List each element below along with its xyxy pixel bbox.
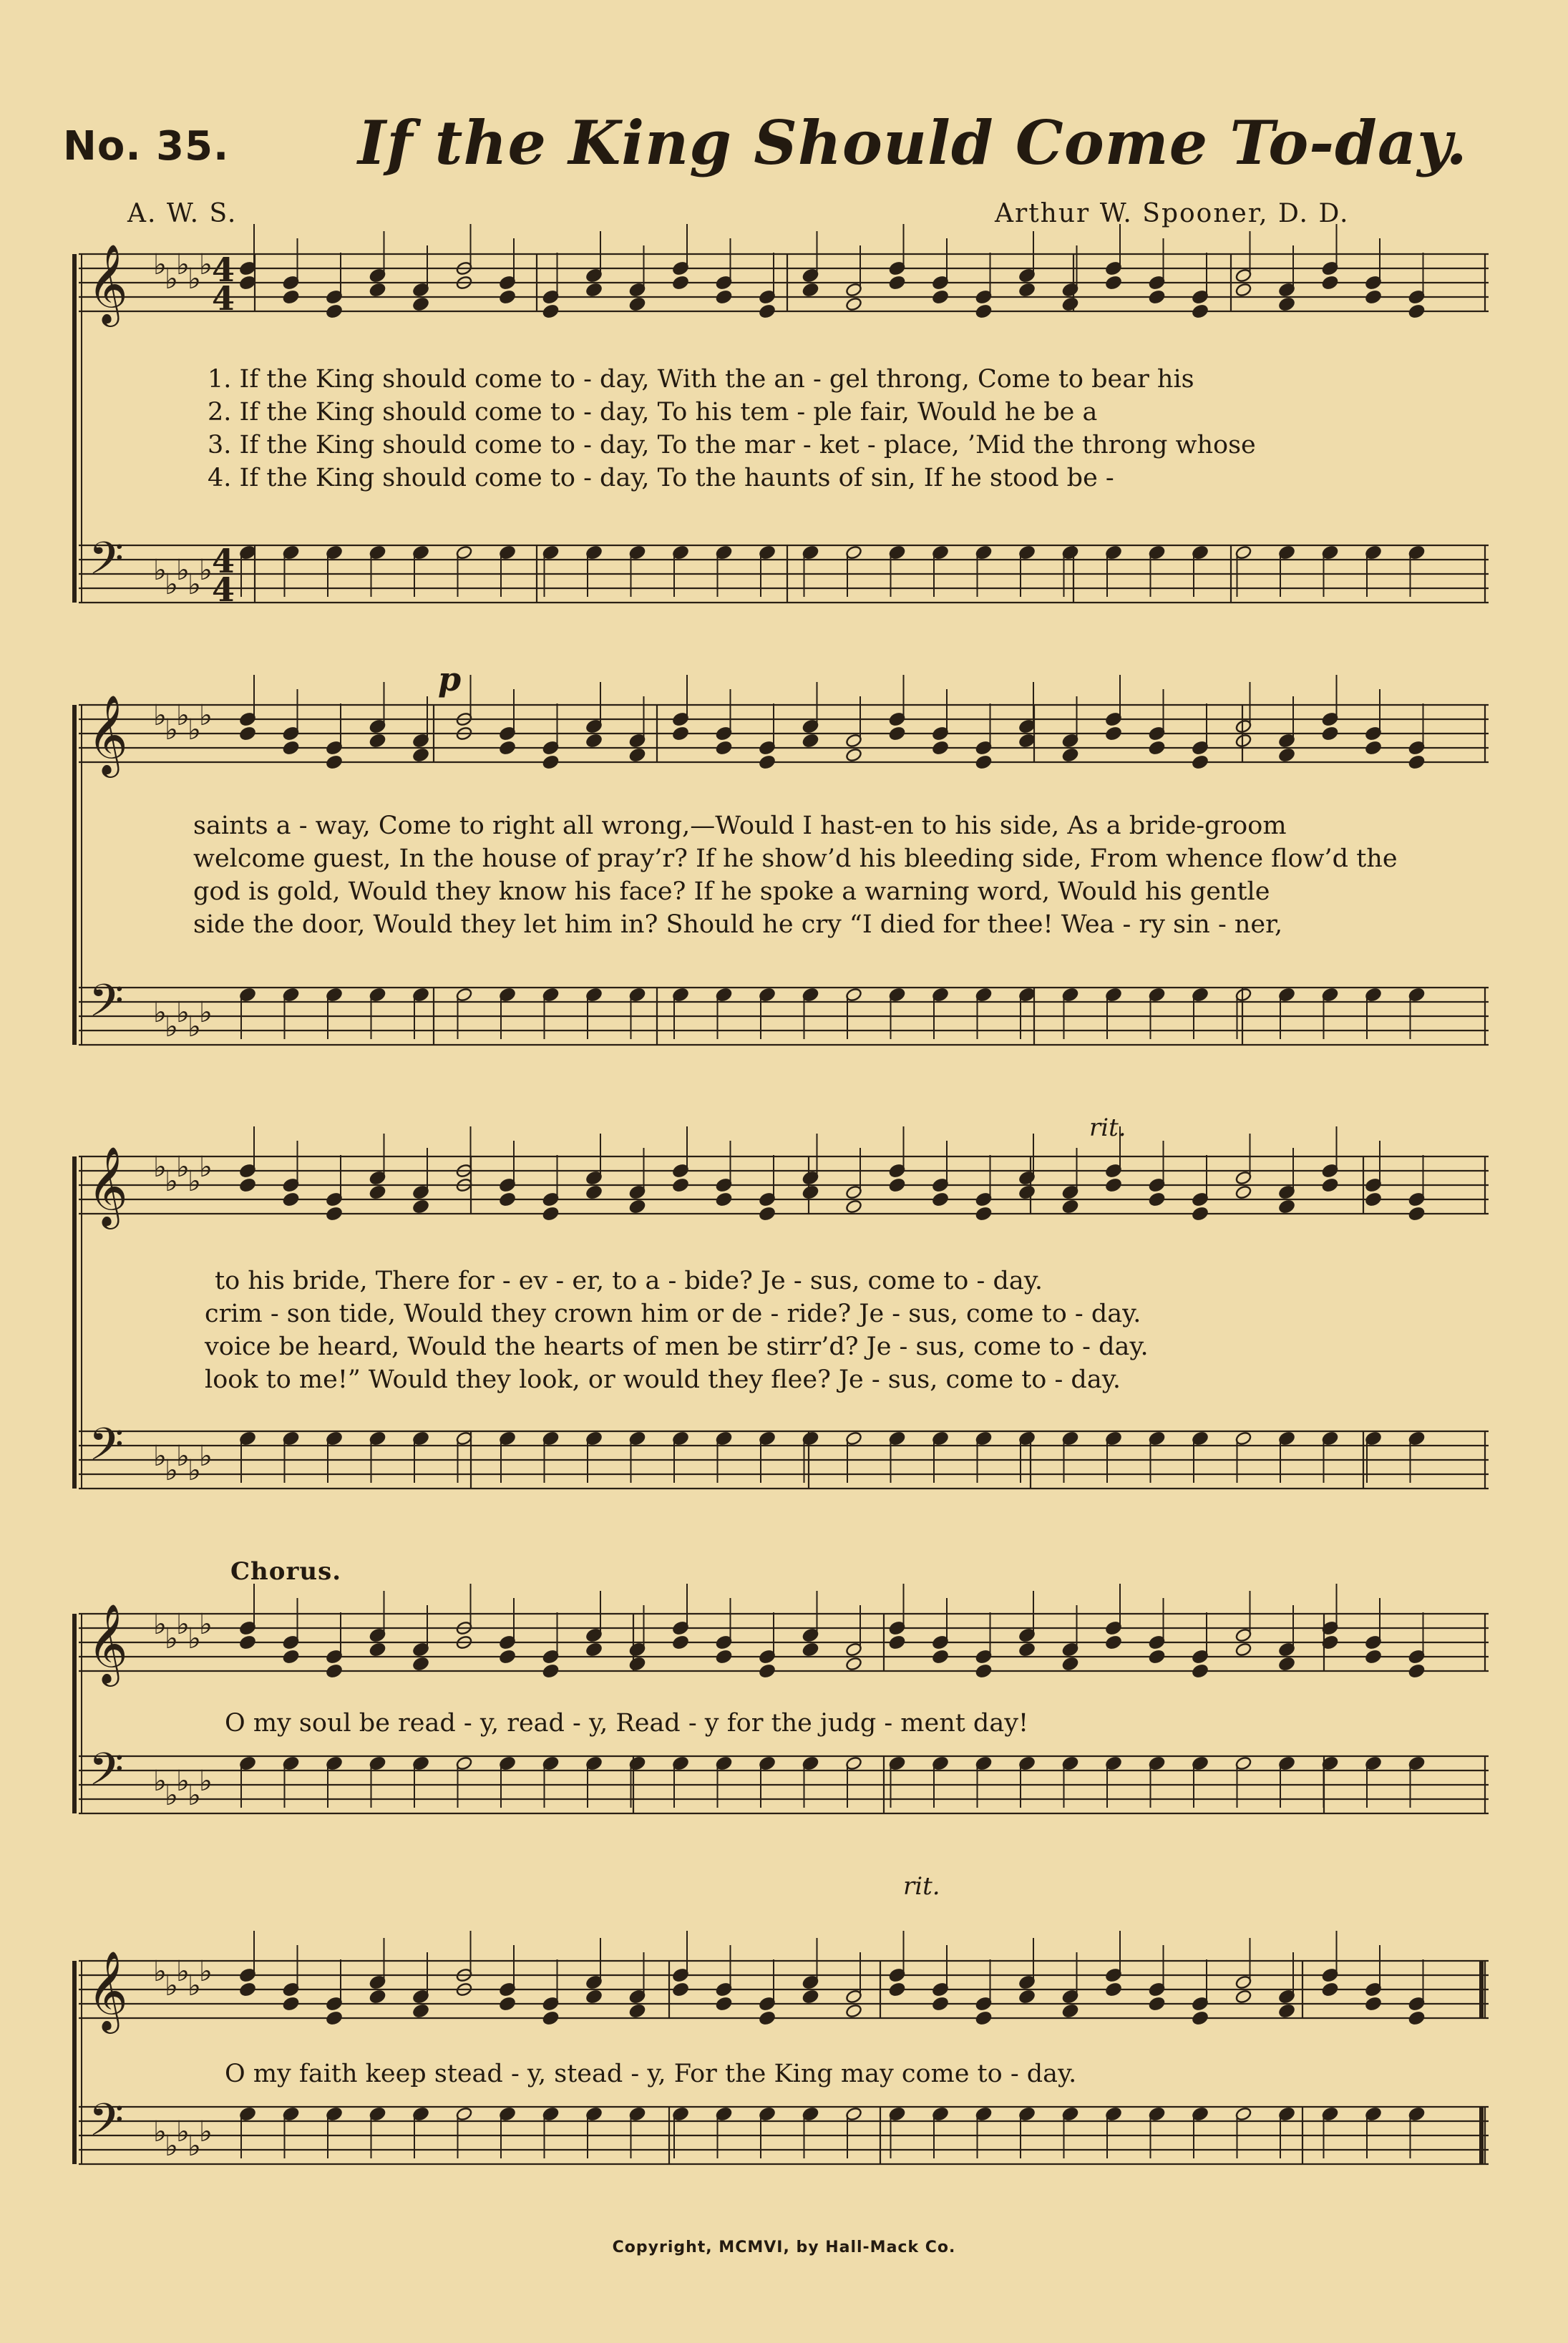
note-head (845, 296, 862, 311)
lyric-line: look to me!” Would they look, or would they flee? Je - sus, come to - day. (205, 1365, 1121, 1394)
note-head (845, 1656, 862, 1671)
note-head (585, 1642, 603, 1657)
flat-icon: ♭ (176, 1151, 190, 1184)
flat-icon: ♭ (153, 699, 167, 732)
lyric-line: 3. If the King should come to - day, To the mar - ket - place, ’Mid the throng whose (208, 431, 1256, 459)
flat-icon: ♭ (165, 2130, 178, 2163)
note-head (759, 1206, 776, 1221)
flat-icon: ♭ (188, 1779, 201, 1812)
lyric-line: O my faith keep stead - y, stead - y, For the King may come to - day. (225, 2060, 1077, 2088)
note-head (628, 1656, 646, 1671)
note-head (412, 1656, 429, 1671)
note-head (369, 1642, 386, 1657)
note-head (845, 747, 862, 762)
note-head (1018, 1184, 1036, 1199)
note-head (1018, 282, 1036, 297)
lyric-line: crim - son tide, Would they crown him or de - ride? Je - sus, come to - day. (205, 1300, 1141, 1328)
copyright-notice: Copyright, MCMVI, by Hall-Mack Co. (612, 2239, 956, 2256)
note-head (1278, 2003, 1295, 2018)
note-head (672, 1982, 689, 1997)
note-head (888, 275, 905, 290)
note-head (628, 747, 646, 762)
note-head (499, 1649, 516, 1664)
note-head (1408, 1663, 1425, 1678)
note-head (975, 2010, 992, 2025)
note-head (499, 740, 516, 755)
note-head (888, 726, 905, 741)
note-head (1192, 1663, 1209, 1678)
bass-clef-icon: 𝄢 (89, 1418, 124, 1481)
flat-icon: ♭ (176, 554, 190, 587)
note-head (282, 289, 299, 304)
flat-icon: ♭ (176, 1440, 190, 1473)
treble-clef-icon: 𝄞 (87, 1950, 128, 2030)
flat-icon: ♭ (199, 554, 213, 587)
flat-icon: ♭ (165, 568, 178, 601)
note-head (239, 275, 256, 290)
lyric-line: 4. If the King should come to - day, To the haunts of sin, If he stood be - (208, 464, 1114, 492)
flat-icon: ♭ (165, 1010, 178, 1043)
flat-icon: ♭ (153, 248, 167, 281)
note-head (1235, 1642, 1252, 1657)
flat-icon: ♭ (176, 1608, 190, 1641)
chorus-label: Chorus. (230, 1557, 342, 1586)
note-head (975, 1663, 992, 1678)
note-head (1278, 296, 1295, 311)
note-head (542, 303, 559, 318)
note-head (239, 1982, 256, 1997)
note-head (932, 1192, 949, 1207)
lyric-line: voice be heard, Would the hearts of men be stirr’d? Je - sus, come to - day. (205, 1333, 1149, 1361)
note-head (1105, 275, 1122, 290)
note-head (932, 1649, 949, 1664)
lyric-line: god is gold, Would they know his face? If he spoke a warning word, Would his gentle (193, 877, 1270, 906)
note-head (715, 1649, 732, 1664)
flat-icon: ♭ (153, 1440, 167, 1473)
note-head (585, 733, 603, 748)
note-head (239, 1177, 256, 1192)
note-head (1148, 1996, 1165, 2011)
flat-icon: ♭ (188, 568, 201, 601)
note-head (369, 282, 386, 297)
flat-icon: ♭ (199, 1151, 213, 1184)
music-credit: Arthur W. Spooner, D. D. (995, 199, 1350, 228)
note-head (845, 2003, 862, 2018)
note-head (802, 1184, 819, 1199)
note-head (1061, 296, 1078, 311)
dynamic-marking: p (438, 660, 462, 698)
note-head (369, 1184, 386, 1199)
note-head (1365, 1996, 1382, 2011)
note-head (1278, 747, 1295, 762)
note-head (715, 289, 732, 304)
note-head (1061, 2003, 1078, 2018)
flat-icon: ♭ (176, 699, 190, 732)
lyric-line: welcome guest, In the house of pray’r? If he show’d his bleeding side, From whence flow’d the (193, 844, 1398, 873)
note-head (239, 1635, 256, 1650)
flat-icon: ♭ (188, 713, 201, 746)
flat-icon: ♭ (199, 1955, 213, 1988)
note-head (585, 1989, 603, 2004)
note-head (1105, 1177, 1122, 1192)
note-head (412, 1199, 429, 1214)
note-head (672, 726, 689, 741)
note-head (499, 289, 516, 304)
note-head (1365, 1649, 1382, 1664)
hymn-title: If the King Should Come To-day. (358, 107, 1468, 178)
time-signature: 4 (212, 279, 235, 318)
flat-icon: ♭ (199, 699, 213, 732)
note-head (282, 1996, 299, 2011)
note-head (1408, 1206, 1425, 1221)
flat-icon: ♭ (176, 2115, 190, 2148)
treble-clef-icon: 𝄞 (87, 1603, 128, 1683)
note-head (282, 740, 299, 755)
time-signature: 4 (212, 542, 235, 580)
note-head (1148, 740, 1165, 755)
note-head (1321, 1982, 1338, 1997)
flat-icon: ♭ (165, 1454, 178, 1487)
note-head (499, 1192, 516, 1207)
note-head (282, 1649, 299, 1664)
flat-icon: ♭ (165, 1165, 178, 1198)
note-head (1235, 282, 1252, 297)
note-head (975, 754, 992, 769)
note-head (1018, 1642, 1036, 1657)
note-head (1408, 2010, 1425, 2025)
flat-icon: ♭ (165, 713, 178, 746)
note-head (1235, 1989, 1252, 2004)
note-head (888, 1635, 905, 1650)
note-head (1408, 754, 1425, 769)
time-signature: 4 (212, 570, 235, 609)
time-signature: 4 (212, 250, 235, 289)
note-head (672, 275, 689, 290)
flat-icon: ♭ (176, 1765, 190, 1798)
note-head (802, 1989, 819, 2004)
treble-clef-icon: 𝄞 (87, 243, 128, 323)
note-head (628, 2003, 646, 2018)
note-head (542, 2010, 559, 2025)
note-head (888, 1982, 905, 1997)
note-head (369, 1989, 386, 2004)
note-head (1235, 733, 1252, 748)
note-head (585, 282, 603, 297)
note-head (326, 1663, 343, 1678)
note-head (888, 1177, 905, 1192)
note-head (759, 754, 776, 769)
note-head (1148, 289, 1165, 304)
bass-clef-icon: 𝄢 (89, 2093, 124, 2157)
flat-icon: ♭ (188, 1165, 201, 1198)
flat-icon: ♭ (199, 248, 213, 281)
note-head (672, 1177, 689, 1192)
bass-clef-icon: 𝄢 (89, 974, 124, 1038)
note-head (1365, 740, 1382, 755)
note-head (326, 303, 343, 318)
note-head (412, 2003, 429, 2018)
lyric-line: to his bride, There for - ev - er, to a - bide? Je - sus, come to - day. (215, 1267, 1043, 1295)
flat-icon: ♭ (188, 1454, 201, 1487)
hymn-number: No. 35. (63, 123, 230, 170)
note-head (1192, 1206, 1209, 1221)
note-head (1192, 754, 1209, 769)
note-head (585, 1184, 603, 1199)
note-head (1321, 275, 1338, 290)
note-head (326, 1206, 343, 1221)
bass-clef-icon: 𝄢 (89, 1743, 124, 1806)
note-head (759, 2010, 776, 2025)
note-head (1148, 1649, 1165, 1664)
note-head (1105, 1635, 1122, 1650)
flat-icon: ♭ (165, 1779, 178, 1812)
note-head (542, 1206, 559, 1221)
note-head (715, 1996, 732, 2011)
note-head (715, 740, 732, 755)
flat-icon: ♭ (188, 1622, 201, 1655)
note-head (1192, 303, 1209, 318)
flat-icon: ♭ (165, 1969, 178, 2002)
lyric-line: 1. If the King should come to - day, With the an - gel throng, Come to bear his (208, 365, 1194, 394)
note-head (1321, 1177, 1338, 1192)
note-head (672, 1635, 689, 1650)
note-head (1365, 289, 1382, 304)
flat-icon: ♭ (176, 996, 190, 1029)
flat-icon: ♭ (188, 1969, 201, 2002)
note-head (1321, 726, 1338, 741)
flat-icon: ♭ (153, 996, 167, 1029)
flat-icon: ♭ (199, 1440, 213, 1473)
flat-icon: ♭ (153, 1151, 167, 1184)
flat-icon: ♭ (199, 2115, 213, 2148)
flat-icon: ♭ (188, 263, 201, 296)
note-head (932, 1996, 949, 2011)
flat-icon: ♭ (188, 2130, 201, 2163)
note-head (628, 296, 646, 311)
note-head (326, 2010, 343, 2025)
tempo-marking: rit. (1089, 1114, 1126, 1142)
note-head (932, 289, 949, 304)
note-head (802, 282, 819, 297)
flat-icon: ♭ (176, 248, 190, 281)
note-head (845, 1199, 862, 1214)
note-head (759, 1663, 776, 1678)
note-head (326, 754, 343, 769)
note-head (1235, 1184, 1252, 1199)
note-head (542, 754, 559, 769)
flat-icon: ♭ (199, 1765, 213, 1798)
note-head (1365, 1192, 1382, 1207)
lyric-line: saints a - way, Come to right all wrong,—Would I hast-en to his side, As a bride-groom (193, 812, 1287, 840)
lyric-line: 2. If the King should come to - day, To his tem - ple fair, Would he be a (208, 398, 1098, 427)
treble-clef-icon: 𝄞 (87, 694, 128, 774)
note-head (1018, 1989, 1036, 2004)
flat-icon: ♭ (199, 996, 213, 1029)
treble-clef-icon: 𝄞 (87, 1146, 128, 1226)
flat-icon: ♭ (153, 554, 167, 587)
note-head (715, 1192, 732, 1207)
flat-icon: ♭ (165, 1622, 178, 1655)
note-head (628, 1199, 646, 1214)
note-head (932, 740, 949, 755)
lyric-line: side the door, Would they let him in? Should he cry “I died for thee! Wea - ry sin - ner, (193, 910, 1283, 939)
flat-icon: ♭ (188, 1010, 201, 1043)
note-head (759, 303, 776, 318)
note-head (239, 726, 256, 741)
tempo-marking: rit. (903, 1872, 940, 1901)
bass-clef-icon: 𝄢 (89, 532, 124, 595)
flat-icon: ♭ (153, 1955, 167, 1988)
flat-icon: ♭ (153, 2115, 167, 2148)
note-head (1105, 1982, 1122, 1997)
note-head (802, 733, 819, 748)
flat-icon: ♭ (153, 1765, 167, 1798)
note-head (1061, 747, 1078, 762)
note-head (282, 1192, 299, 1207)
note-head (1061, 1656, 1078, 1671)
note-head (975, 1206, 992, 1221)
lyric-line: O my soul be read - y, read - y, Read - y for the judg - ment day! (225, 1709, 1029, 1738)
words-credit: A. W. S. (127, 199, 238, 228)
note-head (1105, 726, 1122, 741)
flat-icon: ♭ (153, 1608, 167, 1641)
note-head (1148, 1192, 1165, 1207)
note-head (1192, 2010, 1209, 2025)
flat-icon: ♭ (199, 1608, 213, 1641)
flat-icon: ♭ (165, 263, 178, 296)
note-head (1408, 303, 1425, 318)
note-head (975, 303, 992, 318)
note-head (542, 1663, 559, 1678)
note-head (412, 296, 429, 311)
note-head (802, 1642, 819, 1657)
note-head (1278, 1656, 1295, 1671)
note-head (1018, 733, 1036, 748)
note-head (499, 1996, 516, 2011)
note-head (369, 733, 386, 748)
note-head (1278, 1199, 1295, 1214)
note-head (412, 747, 429, 762)
note-head (1061, 1199, 1078, 1214)
flat-icon: ♭ (176, 1955, 190, 1988)
